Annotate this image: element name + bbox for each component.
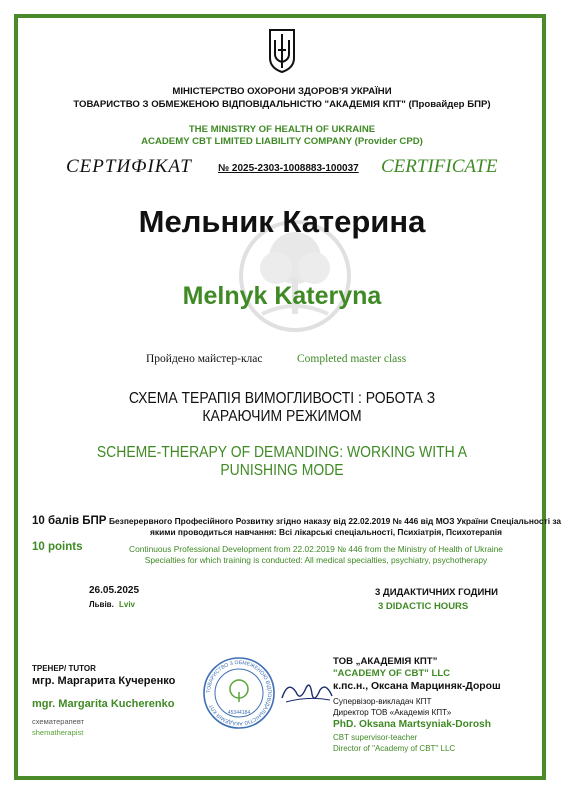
tutor-name-en: mgr. Margarita Kucherenko — [32, 698, 175, 710]
ministry-en: THE MINISTRY OF HEALTH OF UKRAINE — [188, 124, 376, 135]
hours-en: 3 DIDACTIC HOURS — [378, 601, 469, 612]
ministry-ua: МІНІСТЕРСТВО ОХОРОНИ ЗДОРОВ'Я УКРАЇНИ — [172, 86, 392, 97]
tutor-label: ТРЕНЕР/ TUTOR — [32, 664, 96, 673]
recipient-name-ua: Мельник Катерина — [138, 204, 426, 239]
certificate-title-ua: СЕРТИФІКАТ — [66, 156, 192, 177]
points-text-en-line1: Continuous Professional Development from 22.02.2019 № 446 from the Ministry of Health of Ukraine — [129, 544, 503, 554]
points-text-en-line2: Specialties for which training is conducted: All medical specialties, psychiatry, psychotherapy — [144, 555, 488, 565]
ukraine-trident-emblem-icon — [268, 28, 296, 74]
director-name-ua: к.пс.н., Оксана Марциняк-Дорош — [333, 681, 501, 692]
points-label-ua: 10 балів БПР — [32, 515, 107, 527]
city-en: Lviv — [119, 600, 136, 609]
company-ua: ТОВАРИСТВО З ОБМЕЖЕНОЮ ВІДПОВІДАЛЬНІСТЮ "АКАДЕМІЯ КПТ" (Провайдер БПР) — [73, 99, 491, 110]
points-text-ua-line2: якими проводиться навчання: Всі лікарські спеціальності, Психіатрія, Психотерапія — [150, 527, 502, 537]
tutor-role-ua: схематерапевт — [32, 717, 85, 726]
organization-stamp-icon — [202, 656, 276, 730]
director-role-en2: Director of "Academy of CBT" LLC — [333, 744, 456, 753]
points-text-ua-line1: Безперервного Професійного Розвитку згідно наказу від 22.02.2019 № 446 від МОЗ України Спеціальності за — [109, 516, 562, 526]
recipient-name-en: Melnyk Kateryna — [182, 282, 382, 310]
completed-label-en: Completed master class — [297, 353, 407, 365]
city-ua: Львів. — [89, 600, 114, 609]
stamp-code: 45344184 — [227, 710, 251, 716]
certificate-title-en: CERTIFICATE — [381, 156, 498, 177]
certificate-number: № 2025-2303-1008883-100037 — [218, 163, 359, 174]
director-role-ua2: Директор ТОВ «Академія КПТ» — [333, 708, 452, 717]
director-name-en: PhD. Oksana Martsyniak-Dorosh — [333, 719, 491, 730]
tutor-role-en: shematherapist — [32, 728, 84, 737]
company-en: ACADEMY CBT LIMITED LIABILITY COMPANY (Provider CPD) — [141, 136, 423, 147]
director-org-en: "ACADEMY OF CBT" LLC — [333, 668, 451, 679]
completed-label-ua: Пройдено майстер-клас — [146, 353, 263, 365]
course-title-en-line1: SCHEME-THERAPY OF DEMANDING: WORKING WITH A — [96, 444, 468, 461]
tutor-name-ua: мгр. Маргарита Кучеренко — [32, 675, 176, 687]
points-label-en: 10 points — [32, 541, 83, 553]
hours-ua: 3 ДИДАКТИЧНИХ ГОДИНИ — [375, 587, 498, 598]
course-title-ua-line2: КАРАЮЧИМ РЕЖИМОМ — [202, 408, 362, 425]
director-role-ua1: Супервізор-викладач КПТ — [333, 697, 432, 706]
course-title-en-line2: PUNISHING MODE — [220, 462, 344, 479]
issue-date: 26.05.2025 — [89, 585, 140, 596]
director-org-ua: ТОВ „АКАДЕМІЯ КПТ” — [333, 656, 438, 667]
course-title-ua-line1: СХЕМА ТЕРАПІЯ ВИМОГЛИВОСТІ : РОБОТА З — [128, 390, 436, 407]
director-role-en1: CBT supervisor-teacher — [333, 733, 418, 742]
director-signature-icon — [278, 676, 336, 710]
stamp-ring-text: ТОВАРИСТВО З ОБМЕЖЕНОЮ ВІДПОВІДАЛЬНІСТЮ АКАДЕМІЯ КПТ — [205, 659, 273, 727]
